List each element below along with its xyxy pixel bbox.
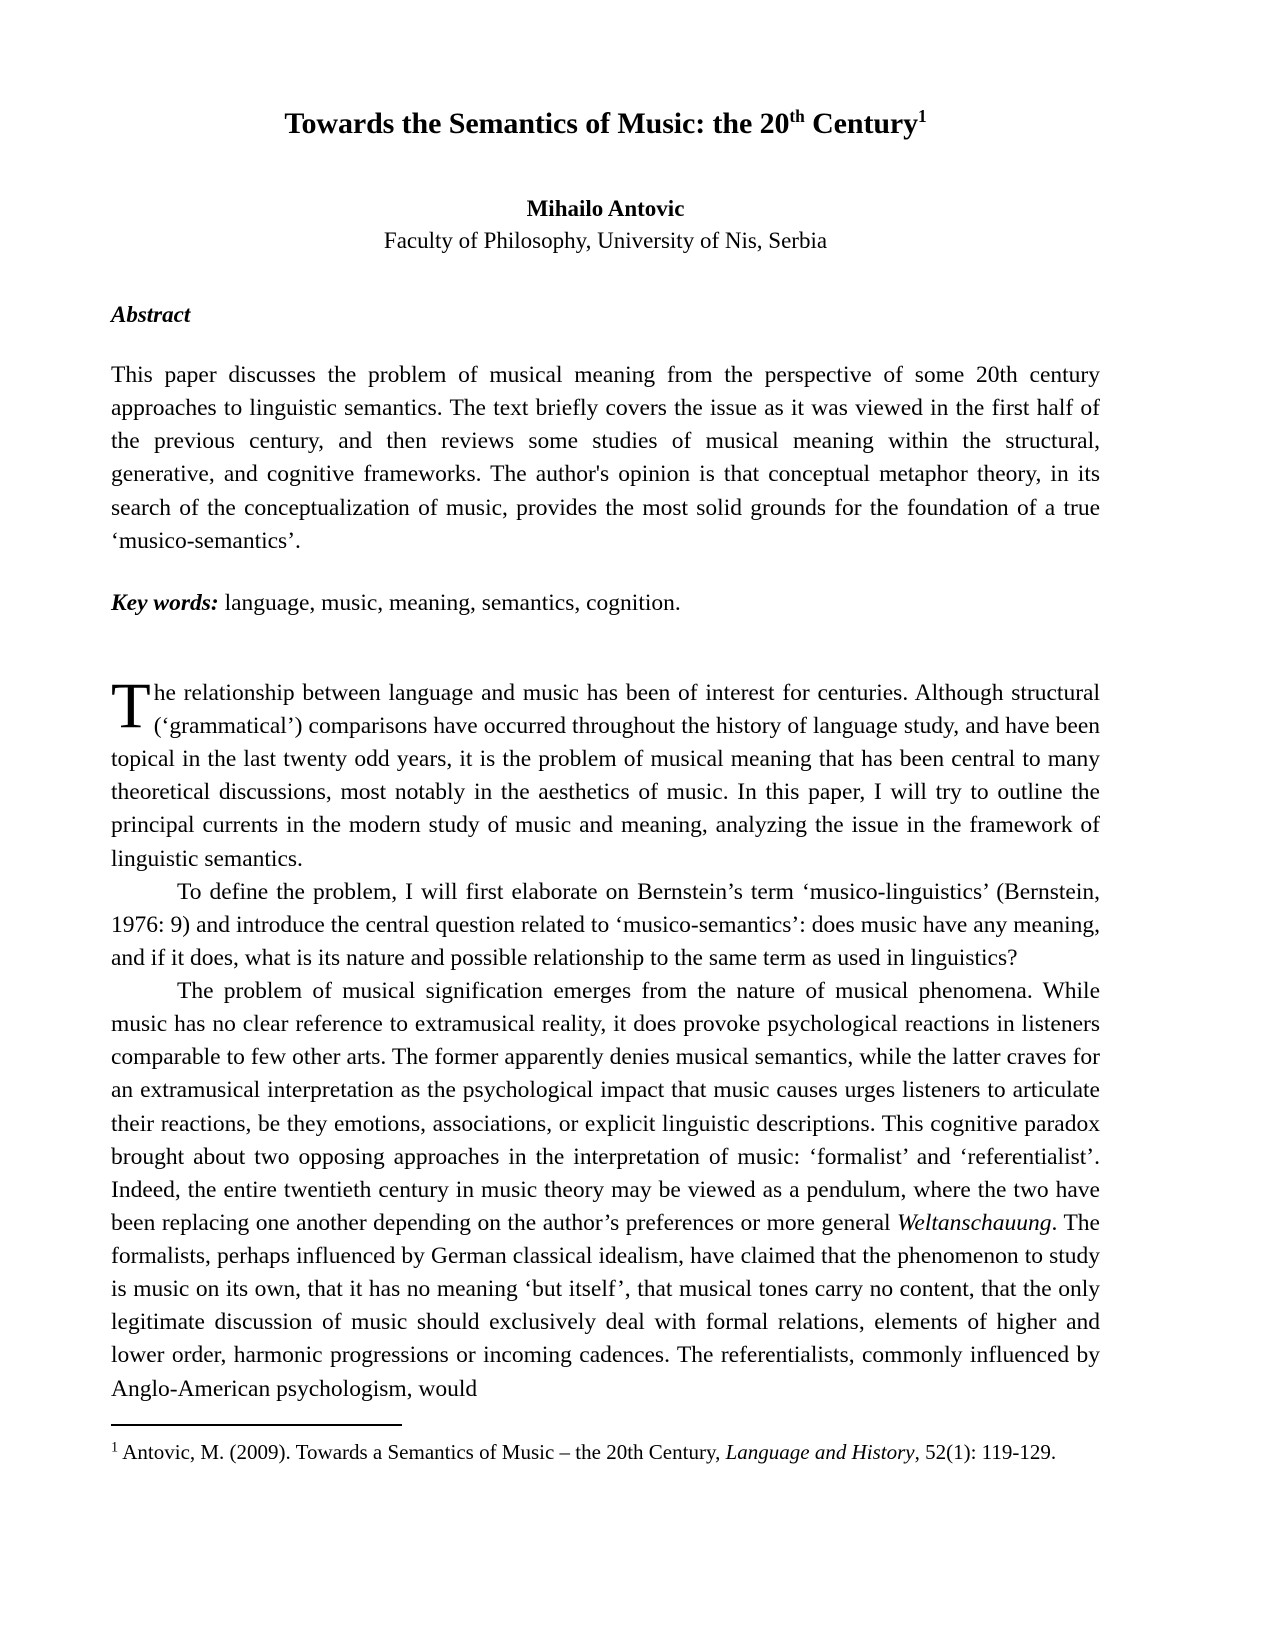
page-content-column bbox=[111, 0, 1100, 1406]
abstract-body: This paper discusses the problem of musical meaning from the perspective of some 20th century approaches to linguistic semantics. The text briefly covers the issue as it was viewed in the first half of the previous century, and then reviews some studies of musical meaning within the structural, generative, and cognitive frameworks. The author's opinion is that conceptual metaphor theory, in its search of the conceptualization of music, provides the most solid grounds for the foundation of a true ‘musico-semantics’. bbox=[111, 362, 1100, 554]
author-name: Mihailo Antovic bbox=[526, 196, 685, 221]
title-text-before-superscript: Towards the Semantics of Music: the 20 bbox=[284, 107, 790, 140]
body-paragraph-3-text-before-italic: The problem of musical signification emerges from the nature of musical phenomena. While music has no clear reference to extramusical reality, it does provoke psychological reactions in listeners comparable to few other arts. The former apparently denies musical semantics, while the latter craves for an extramusical interpretation as the psychological impact that music causes urges listeners to articulate their reactions, be they emotions, associations, or explicit linguistic descriptions. This cognitive paradox brought about two opposing approaches in the interpretation of music: ‘formalist’ and ‘referentialist’. Indeed, the entire twentieth century in music theory may be viewed as a pendulum, where the two have been replacing one another depending on the author’s preferences or more general bbox=[111, 978, 1100, 1236]
footnote-text-before-italic: Antovic, M. (2009). Towards a Semantics of Music – the 20th Century, bbox=[118, 1440, 726, 1464]
footnote-marker: 1 bbox=[111, 1439, 119, 1456]
keywords-line bbox=[111, 558, 1100, 620]
footnote-area bbox=[111, 1424, 1100, 1467]
footnote-separator-rule bbox=[111, 1424, 402, 1426]
body-paragraph-1: The relationship between language and music has been of interest for centuries. Although structural (‘grammatical’) comparisons have occurred throughout the history of language study, and have been topical in the last twenty odd years, it is the problem of musical meaning that has been central to many theoretical discussions, most notably in the aesthetics of music. In this paper, I will try to outline the principal currents in the modern study of music and meaning, analyzing the issue in the framework of linguistic semantics. bbox=[111, 669, 1100, 872]
abstract-heading: Abstract bbox=[111, 301, 191, 327]
title-text-after-superscript: Century bbox=[804, 107, 919, 140]
body-paragraph-3 bbox=[111, 975, 1100, 1406]
body-paragraph-3-italic-term: Weltanschauung bbox=[897, 1209, 1052, 1236]
page-title bbox=[111, 0, 1100, 142]
body-paragraph-3-text-after-italic: . The formalists, perhaps influenced by German classical idealism, have claimed that the phenomenon to study is music on its own, that it has no meaning ‘but itself’, that musical tones carry no content, that the only legitimate discussion of music should exclusively deal with formal relations, elements of higher and lower order, harmonic progressions or incoming cadences. The referentialists, commonly influenced by Anglo-American psychologism, would bbox=[111, 1209, 1100, 1402]
keywords-label: Key words bbox=[111, 589, 211, 616]
title-footnote-marker: 1 bbox=[918, 106, 927, 127]
title-ordinal-superscript: th bbox=[789, 106, 805, 127]
author-affiliation: Faculty of Philosophy, University of Nis, Serbia bbox=[383, 227, 828, 253]
keywords-colon: : bbox=[210, 589, 219, 616]
footnote-1 bbox=[111, 1438, 1100, 1467]
body-paragraph-2: To define the problem, I will first elaborate on Bernstein’s term ‘musico-linguistics’ (Bernstein, 1976: 9) and introduce the central question related to ‘musico-semantics’: does music have any meaning, and if it does, what is its nature and possible relationship to the same term as used in linguistics? bbox=[111, 878, 1100, 971]
footnote-text-after-italic: , 52(1): 119-129. bbox=[914, 1440, 1057, 1464]
footnote-journal-title: Language and History bbox=[725, 1440, 915, 1464]
keywords-list: language, music, meaning, semantics, cognition. bbox=[218, 589, 681, 616]
